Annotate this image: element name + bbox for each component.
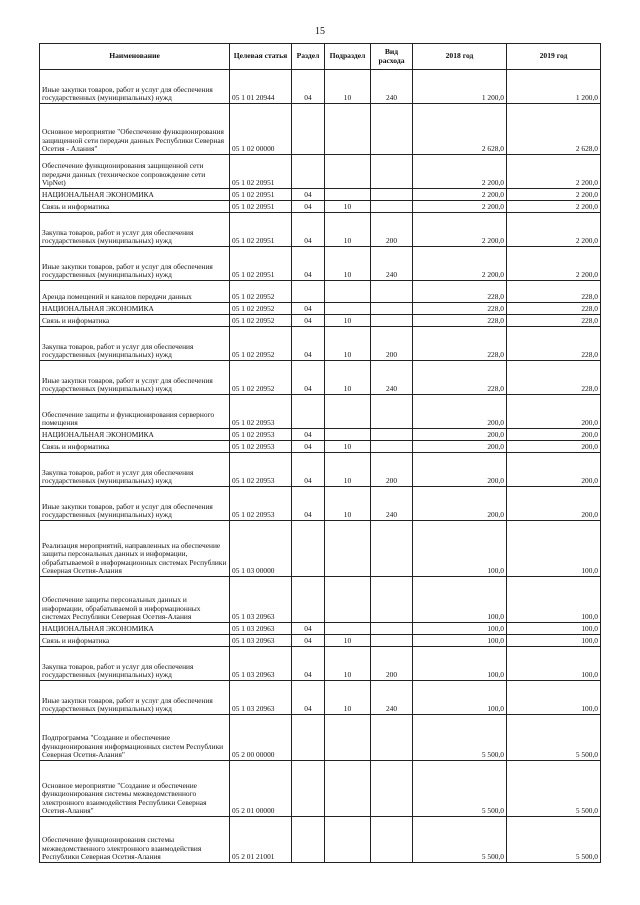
table-row (40, 213, 601, 247)
row-article: 05 1 02 20953 (230, 453, 292, 487)
page-number: 15 (315, 26, 325, 37)
row-article: 05 1 03 20963 (230, 681, 292, 715)
row-expense-type: 240 (371, 681, 413, 715)
row-section: 04 (292, 189, 325, 201)
row-amount-2019: 200,0 (507, 395, 601, 429)
row-amount-2019: 100,0 (507, 635, 601, 647)
row-subsection: 10 (325, 647, 371, 681)
row-name: НАЦИОНАЛЬНАЯ ЭКОНОМИКА (40, 189, 230, 201)
table-row (40, 104, 601, 155)
row-name: Иные закупки товаров, работ и услуг для обеспечения государственных (муниципальных) нужд (40, 487, 230, 521)
header-section: Раздел (292, 44, 325, 70)
row-expense-type: 240 (371, 487, 413, 521)
row-name: Обеспечение защиты и функционирования серверного помещения (40, 395, 230, 429)
row-name: Основное мероприятие "Создание и обеспечение функционирования системы межведомственного электронного взаимодействия Республики Северная Осетия-Алания" (40, 761, 230, 817)
table-row (40, 315, 601, 327)
row-section: 04 (292, 487, 325, 521)
row-amount-2018: 228,0 (413, 315, 507, 327)
row-expense-type (371, 761, 413, 817)
row-amount-2019: 5 500,0 (507, 761, 601, 817)
row-amount-2018: 2 200,0 (413, 155, 507, 189)
row-article: 05 2 01 21001 (230, 817, 292, 863)
row-amount-2018: 5 500,0 (413, 817, 507, 863)
row-article: 05 1 03 20963 (230, 647, 292, 681)
row-amount-2018: 2 200,0 (413, 247, 507, 281)
row-amount-2019: 5 500,0 (507, 715, 601, 761)
row-amount-2018: 200,0 (413, 441, 507, 453)
header-name: Наименование (40, 44, 230, 70)
table-row (40, 361, 601, 395)
row-article: 05 1 03 20963 (230, 577, 292, 623)
row-amount-2018: 228,0 (413, 327, 507, 361)
table-row (40, 327, 601, 361)
table-row (40, 577, 601, 623)
row-expense-type (371, 441, 413, 453)
row-subsection: 10 (325, 635, 371, 647)
row-amount-2019: 228,0 (507, 281, 601, 303)
header-expense-type: Вид расхода (371, 44, 413, 70)
row-article: 05 1 02 20952 (230, 303, 292, 315)
row-section: 04 (292, 201, 325, 213)
row-section: 04 (292, 647, 325, 681)
table-row (40, 453, 601, 487)
row-amount-2018: 200,0 (413, 453, 507, 487)
table-row (40, 681, 601, 715)
row-subsection: 10 (325, 441, 371, 453)
table-row (40, 201, 601, 213)
row-subsection: 10 (325, 361, 371, 395)
row-article: 05 1 03 20963 (230, 635, 292, 647)
row-amount-2019: 228,0 (507, 315, 601, 327)
row-section (292, 761, 325, 817)
row-article: 05 1 02 20951 (230, 201, 292, 213)
row-amount-2018: 200,0 (413, 487, 507, 521)
row-article: 05 1 02 20953 (230, 395, 292, 429)
row-amount-2018: 2 200,0 (413, 213, 507, 247)
table-row (40, 281, 601, 303)
row-article: 05 1 01 20944 (230, 70, 292, 104)
row-article: 05 1 02 20951 (230, 155, 292, 189)
row-subsection (325, 104, 371, 155)
row-section: 04 (292, 327, 325, 361)
table-row (40, 70, 601, 104)
row-amount-2019: 228,0 (507, 327, 601, 361)
table-row (40, 817, 601, 863)
row-expense-type (371, 635, 413, 647)
row-name: Обеспечение функционирования системы межведомственного электронного взаимодействия Республики Северная Осетия-Алания (40, 817, 230, 863)
row-subsection: 10 (325, 681, 371, 715)
row-article: 05 1 02 20953 (230, 429, 292, 441)
row-subsection (325, 303, 371, 315)
row-name: Иные закупки товаров, работ и услуг для обеспечения государственных (муниципальных) нужд (40, 70, 230, 104)
row-name: Иные закупки товаров, работ и услуг для обеспечения государственных (муниципальных) нужд (40, 681, 230, 715)
row-name: Иные закупки товаров, работ и услуг для обеспечения государственных (муниципальных) нужд (40, 247, 230, 281)
table-row (40, 487, 601, 521)
row-amount-2018: 100,0 (413, 681, 507, 715)
row-amount-2019: 2 200,0 (507, 189, 601, 201)
header-subsection: Подраздел (325, 44, 371, 70)
row-subsection: 10 (325, 315, 371, 327)
row-expense-type: 200 (371, 647, 413, 681)
table-row (40, 189, 601, 201)
row-amount-2019: 100,0 (507, 647, 601, 681)
row-article: 05 1 02 20952 (230, 361, 292, 395)
row-name: Основное мероприятие "Обеспечение функционирования защищенной сети передачи данных Республики Северная Осетия - Алания" (40, 104, 230, 155)
row-article: 05 2 01 00000 (230, 761, 292, 817)
row-section: 04 (292, 441, 325, 453)
row-section (292, 104, 325, 155)
row-amount-2018: 228,0 (413, 281, 507, 303)
row-name: НАЦИОНАЛЬНАЯ ЭКОНОМИКА (40, 429, 230, 441)
row-expense-type (371, 303, 413, 315)
row-expense-type (371, 623, 413, 635)
row-amount-2019: 200,0 (507, 429, 601, 441)
row-subsection: 10 (325, 213, 371, 247)
row-section: 04 (292, 315, 325, 327)
row-name: Обеспечение функционирования защищенной сети передачи данных (техническое сопровождение сети VipNet) (40, 155, 230, 189)
row-amount-2019: 100,0 (507, 681, 601, 715)
row-subsection (325, 281, 371, 303)
table-row (40, 155, 601, 189)
row-expense-type: 200 (371, 453, 413, 487)
row-subsection (325, 189, 371, 201)
row-section: 04 (292, 303, 325, 315)
row-section: 04 (292, 429, 325, 441)
row-article: 05 1 02 20952 (230, 281, 292, 303)
row-amount-2018: 200,0 (413, 429, 507, 441)
row-section: 04 (292, 453, 325, 487)
row-amount-2018: 100,0 (413, 647, 507, 681)
row-section (292, 395, 325, 429)
row-amount-2019: 5 500,0 (507, 817, 601, 863)
row-article: 05 1 03 20963 (230, 623, 292, 635)
row-expense-type (371, 104, 413, 155)
row-amount-2019: 100,0 (507, 623, 601, 635)
row-section: 04 (292, 247, 325, 281)
row-expense-type (371, 429, 413, 441)
row-amount-2018: 2 200,0 (413, 201, 507, 213)
row-article: 05 1 02 20951 (230, 213, 292, 247)
row-expense-type (371, 577, 413, 623)
row-name: Иные закупки товаров, работ и услуг для обеспечения государственных (муниципальных) нужд (40, 361, 230, 395)
row-section: 04 (292, 361, 325, 395)
row-name: Закупка товаров, работ и услуг для обеспечения государственных (муниципальных) нужд (40, 647, 230, 681)
row-expense-type (371, 201, 413, 213)
table-row (40, 623, 601, 635)
row-expense-type: 240 (371, 361, 413, 395)
row-expense-type (371, 715, 413, 761)
row-amount-2019: 2 200,0 (507, 213, 601, 247)
table-row (40, 647, 601, 681)
row-amount-2019: 100,0 (507, 521, 601, 577)
table-row (40, 429, 601, 441)
row-section: 04 (292, 635, 325, 647)
row-subsection (325, 577, 371, 623)
row-subsection: 10 (325, 201, 371, 213)
row-name: Связь и информатика (40, 635, 230, 647)
row-amount-2019: 100,0 (507, 577, 601, 623)
row-amount-2019: 228,0 (507, 361, 601, 395)
row-expense-type (371, 817, 413, 863)
row-section (292, 817, 325, 863)
row-section: 04 (292, 623, 325, 635)
row-subsection (325, 715, 371, 761)
row-name: Закупка товаров, работ и услуг для обеспечения государственных (муниципальных) нужд (40, 327, 230, 361)
row-expense-type (371, 281, 413, 303)
row-expense-type: 200 (371, 213, 413, 247)
row-article: 05 1 02 00000 (230, 104, 292, 155)
header-2019: 2019 год (507, 44, 601, 70)
row-amount-2018: 100,0 (413, 635, 507, 647)
row-expense-type (371, 155, 413, 189)
row-expense-type (371, 521, 413, 577)
table-row (40, 247, 601, 281)
row-name: Закупка товаров, работ и услуг для обеспечения государственных (муниципальных) нужд (40, 453, 230, 487)
budget-table (39, 43, 601, 863)
row-amount-2018: 2 628,0 (413, 104, 507, 155)
row-section (292, 577, 325, 623)
row-article: 05 1 02 20951 (230, 189, 292, 201)
row-amount-2018: 5 500,0 (413, 761, 507, 817)
row-name: Связь и информатика (40, 201, 230, 213)
table-row (40, 303, 601, 315)
row-name: Обеспечение защиты персональных данных и информации, обрабатываемой в информационных системах Республики Северная Осетия-Алания (40, 577, 230, 623)
row-subsection: 10 (325, 327, 371, 361)
row-section: 04 (292, 70, 325, 104)
row-section (292, 715, 325, 761)
row-subsection (325, 155, 371, 189)
row-article: 05 1 02 20953 (230, 487, 292, 521)
row-section: 04 (292, 681, 325, 715)
table-row (40, 761, 601, 817)
row-article: 05 1 03 00000 (230, 521, 292, 577)
row-name: Подпрограмма "Создание и обеспечение функционирования информационных систем Республики Северная Осетия-Алания" (40, 715, 230, 761)
row-name: НАЦИОНАЛЬНАЯ ЭКОНОМИКА (40, 623, 230, 635)
header-2018: 2018 год (413, 44, 507, 70)
row-amount-2019: 200,0 (507, 487, 601, 521)
row-subsection (325, 623, 371, 635)
row-name: НАЦИОНАЛЬНАЯ ЭКОНОМИКА (40, 303, 230, 315)
row-subsection (325, 761, 371, 817)
row-amount-2018: 228,0 (413, 303, 507, 315)
row-section (292, 521, 325, 577)
row-amount-2019: 2 200,0 (507, 247, 601, 281)
row-section (292, 281, 325, 303)
row-amount-2018: 5 500,0 (413, 715, 507, 761)
row-subsection (325, 817, 371, 863)
row-article: 05 1 02 20952 (230, 315, 292, 327)
row-amount-2019: 228,0 (507, 303, 601, 315)
row-amount-2018: 1 200,0 (413, 70, 507, 104)
row-name: Связь и информатика (40, 315, 230, 327)
row-amount-2019: 1 200,0 (507, 70, 601, 104)
table-row (40, 635, 601, 647)
row-subsection: 10 (325, 70, 371, 104)
row-amount-2019: 200,0 (507, 441, 601, 453)
row-expense-type: 240 (371, 247, 413, 281)
row-article: 05 1 02 20951 (230, 247, 292, 281)
row-subsection (325, 521, 371, 577)
row-subsection (325, 429, 371, 441)
row-article: 05 2 00 00000 (230, 715, 292, 761)
row-subsection: 10 (325, 247, 371, 281)
row-amount-2018: 100,0 (413, 521, 507, 577)
row-amount-2018: 228,0 (413, 361, 507, 395)
table-header-row (40, 44, 601, 70)
row-expense-type (371, 189, 413, 201)
row-subsection: 10 (325, 487, 371, 521)
row-expense-type (371, 315, 413, 327)
row-subsection (325, 395, 371, 429)
row-section: 04 (292, 213, 325, 247)
row-name: Аренда помещений и каналов передачи данных (40, 281, 230, 303)
header-article: Целевая статья (230, 44, 292, 70)
row-name: Связь и информатика (40, 441, 230, 453)
row-amount-2019: 2 628,0 (507, 104, 601, 155)
table-row (40, 441, 601, 453)
table-row (40, 521, 601, 577)
row-amount-2019: 2 200,0 (507, 155, 601, 189)
row-amount-2018: 200,0 (413, 395, 507, 429)
row-expense-type: 200 (371, 327, 413, 361)
row-amount-2019: 2 200,0 (507, 201, 601, 213)
row-article: 05 1 02 20952 (230, 327, 292, 361)
row-amount-2019: 200,0 (507, 453, 601, 487)
table-row (40, 395, 601, 429)
row-name: Закупка товаров, работ и услуг для обеспечения государственных (муниципальных) нужд (40, 213, 230, 247)
row-amount-2018: 2 200,0 (413, 189, 507, 201)
row-expense-type (371, 395, 413, 429)
row-subsection: 10 (325, 453, 371, 487)
row-article: 05 1 02 20953 (230, 441, 292, 453)
row-name: Реализация мероприятий, направленных на обеспечение защиты персональных данных и информации, обрабатываемой в информационных системах Республики Северная Осетия-Алания (40, 521, 230, 577)
row-expense-type: 240 (371, 70, 413, 104)
row-section (292, 155, 325, 189)
table-row (40, 715, 601, 761)
row-amount-2018: 100,0 (413, 623, 507, 635)
row-amount-2018: 100,0 (413, 577, 507, 623)
